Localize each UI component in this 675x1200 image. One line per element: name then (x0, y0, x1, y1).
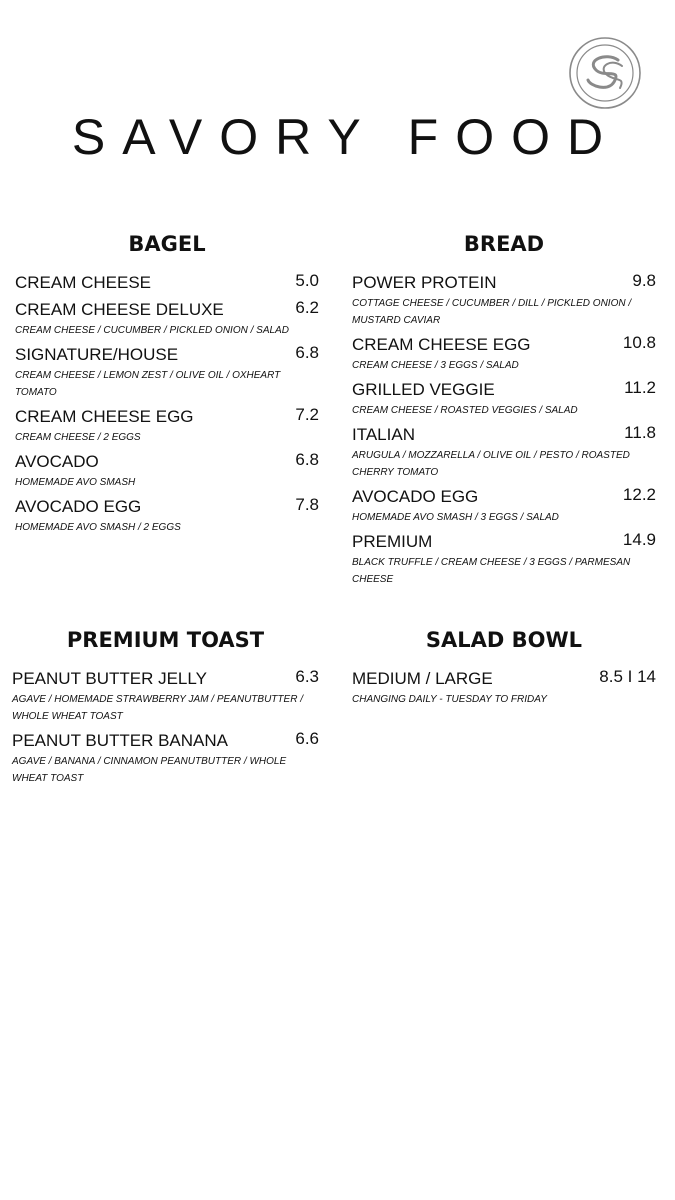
item-description: HOMEMADE AVO SMASH / 2 EGGS (15, 522, 181, 533)
item-description: ARUGULA / MOZZARELLA / OLIVE OIL / PESTO / ROASTED CHERRY TOMATO (352, 450, 630, 478)
item-price: 11.8 (624, 423, 656, 442)
item-name: CREAM CHEESE EGG (15, 407, 194, 426)
item-name: SIGNATURE/HOUSE (15, 345, 179, 364)
menu-item (352, 424, 656, 481)
menu-item (12, 730, 319, 787)
menu-item (15, 272, 319, 294)
menu-item (352, 334, 656, 374)
item-name: CREAM CHEESE (15, 273, 152, 292)
section-title: BREAD (463, 232, 545, 256)
item-price: 14.9 (622, 530, 656, 549)
item-description: BLACK TRUFFLE / CREAM CHEESE / 3 EGGS / PARMESAN CHEESE (352, 557, 631, 585)
item-name: AVOCADO EGG (15, 497, 142, 516)
item-description: CREAM CHEESE / 2 EGGS (15, 432, 141, 443)
item-description: HOMEMADE AVO SMASH / 3 EGGS / SALAD (352, 512, 559, 523)
menu-item (12, 668, 319, 725)
item-price: 6.8 (295, 343, 319, 362)
item-description: CREAM CHEESE / 3 EGGS / SALAD (352, 360, 519, 371)
menu-item (352, 486, 656, 526)
item-description: CHANGING DAILY - TUESDAY TO FRIDAY (352, 694, 547, 705)
brand-logo-icon (568, 36, 642, 110)
item-price: 11.2 (624, 378, 656, 397)
item-name: POWER PROTEIN (352, 273, 497, 292)
item-description: CREAM CHEESE / CUCUMBER / PICKLED ONION / SALAD (15, 325, 289, 336)
section-title: BAGEL (128, 232, 206, 256)
menu-item (15, 344, 319, 401)
item-price: 12.2 (622, 485, 656, 504)
item-description: AGAVE / HOMEMADE STRAWBERRY JAM / PEANUTBUTTER / WHOLE WHEAT TOAST (12, 694, 303, 722)
menu-item (352, 531, 656, 588)
item-name: PEANUT BUTTER JELLY (12, 669, 207, 688)
page-title: SAVORY FOOD (71, 109, 621, 165)
item-description: AGAVE / BANANA / CINNAMON PEANUTBUTTER / WHOLE WHEAT TOAST (12, 756, 287, 784)
item-description: COTTAGE CHEESE / CUCUMBER / DILL / PICKLED ONION / MUSTARD CAVIAR (352, 298, 632, 326)
item-name: PREMIUM (352, 532, 433, 551)
menu-item (352, 272, 656, 329)
item-name: CREAM CHEESE EGG (352, 335, 531, 354)
item-price: 9.8 (632, 271, 656, 290)
item-price: 7.8 (295, 495, 319, 514)
item-name: PEANUT BUTTER BANANA (12, 731, 229, 750)
menu-item (15, 496, 319, 536)
section-title: PREMIUM TOAST (66, 628, 265, 652)
menu-item (15, 299, 319, 339)
section-salad-bowl (352, 626, 656, 713)
item-price: 10.8 (622, 333, 656, 352)
item-price: 6.3 (295, 667, 319, 686)
menu-item (15, 406, 319, 446)
item-price: 5.0 (295, 271, 319, 290)
item-name: ITALIAN (352, 425, 415, 444)
item-price: 6.2 (295, 298, 319, 317)
section-bread (352, 230, 656, 593)
item-name: AVOCADO EGG (352, 487, 479, 506)
item-name: GRILLED VEGGIE (352, 380, 495, 399)
section-bagel (15, 230, 319, 541)
item-name: CREAM CHEESE DELUXE (15, 300, 224, 319)
item-name: MEDIUM / LARGE (352, 669, 493, 688)
section-premium-toast (12, 626, 319, 792)
item-description: CREAM CHEESE / ROASTED VEGGIES / SALAD (352, 405, 578, 416)
item-price: 6.8 (295, 450, 319, 469)
section-title: SALAD BOWL (425, 628, 583, 652)
item-price: 7.2 (295, 405, 319, 424)
item-description: HOMEMADE AVO SMASH (15, 477, 136, 488)
menu-item (352, 379, 656, 419)
item-name: AVOCADO (15, 452, 99, 471)
item-price: 6.6 (295, 729, 319, 748)
item-description: CREAM CHEESE / LEMON ZEST / OLIVE OIL / OXHEART TOMATO (15, 370, 281, 398)
menu-item (352, 668, 656, 708)
item-price: 8.5 I 14 (599, 667, 656, 686)
menu-item (15, 451, 319, 491)
